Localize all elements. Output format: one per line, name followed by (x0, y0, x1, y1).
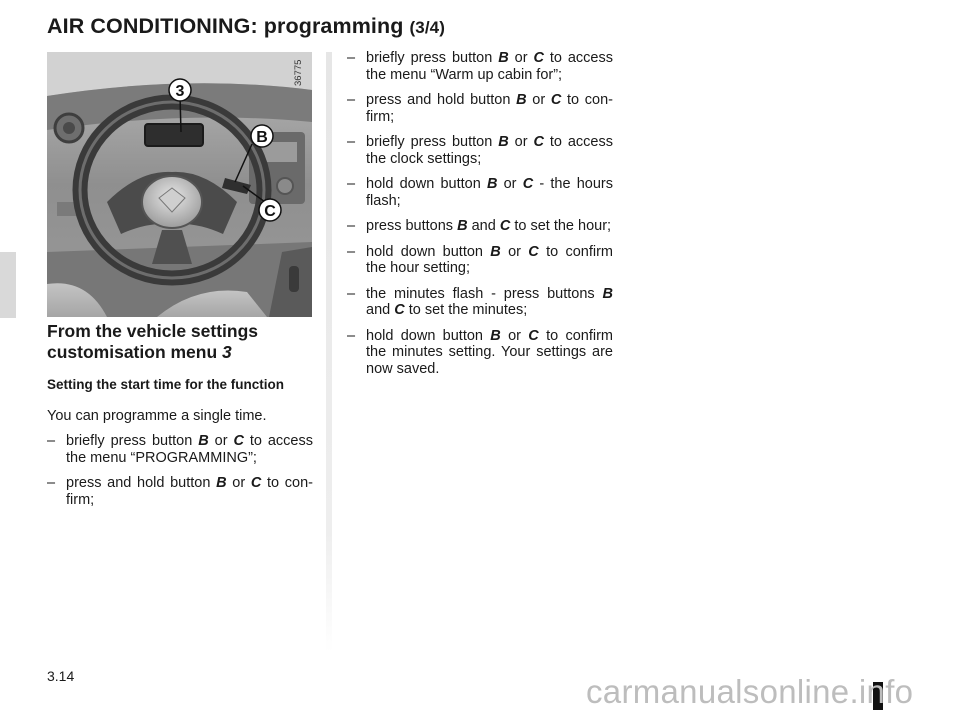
step-text: and (467, 218, 500, 234)
step-item (47, 475, 313, 508)
page-part: (3/4) (409, 18, 445, 37)
dashboard-photo (47, 52, 312, 317)
step-text: or (508, 134, 534, 150)
step-item (347, 244, 613, 277)
button-ref-c: C (533, 134, 544, 150)
step-dash: – (347, 134, 356, 150)
step-text: press buttons (366, 218, 458, 234)
step-text: or (500, 243, 529, 260)
step-text: or (508, 50, 534, 66)
step-text: or (526, 92, 551, 108)
button-ref-c: C (528, 243, 539, 260)
step-text: to access the clock settings; (366, 134, 614, 167)
button-ref-c: C (522, 176, 534, 192)
step-dash: – (47, 475, 56, 491)
button-ref-b: B (198, 433, 209, 449)
button-ref-b: B (486, 176, 498, 192)
step-item (347, 134, 613, 167)
step-item (347, 50, 613, 83)
step-text: hold down button (366, 243, 491, 260)
section-heading-text: From the vehicle settings customisation menu (47, 321, 259, 362)
step-text: to confirm the minutes setting. Your settings are now saved. (366, 327, 613, 377)
callout-b-label: B (256, 129, 268, 146)
step-dash: – (347, 327, 356, 344)
button-ref-c: C (250, 475, 262, 491)
page-title-text: AIR CONDITIONING: programming (47, 14, 404, 38)
step-item (347, 286, 613, 319)
section-heading-number: 3 (222, 342, 232, 362)
callout-3-label: 3 (175, 83, 185, 100)
button-ref-c: C (394, 302, 405, 318)
step-text: to con-firm; (366, 92, 614, 125)
step-dash: – (47, 433, 56, 449)
step-dash: – (347, 285, 356, 302)
step-text: briefly press button (366, 134, 499, 150)
step-text: the minutes flash - press buttons (366, 285, 603, 302)
button-ref-b: B (490, 243, 501, 260)
button-ref-b: B (490, 327, 501, 344)
page-number: 3.14 (47, 668, 75, 684)
button-ref-b: B (498, 134, 509, 150)
chapter-tab (0, 252, 16, 318)
watermark-text: carmanualsonline.info (586, 673, 914, 710)
step-text: press and hold button (66, 475, 217, 491)
step-dash: – (347, 50, 356, 66)
step-text: to set the minutes; (404, 302, 528, 318)
step-text: to set the hour; (510, 218, 612, 234)
step-dash: – (347, 176, 356, 192)
step-text: press and hold button (366, 92, 517, 108)
subheading: Setting the start time for the function (47, 377, 285, 392)
step-item (347, 92, 613, 125)
step-item (47, 433, 313, 466)
step-text: to access the menu “Warm up cabin for”; (366, 50, 614, 83)
left-step-list (47, 433, 313, 517)
button-ref-c: C (528, 327, 539, 344)
button-ref-b: B (216, 475, 227, 491)
step-text: or (226, 475, 251, 491)
step-text: and (366, 302, 395, 318)
button-ref-c: C (533, 50, 544, 66)
step-text: briefly press button (366, 50, 499, 66)
callout-b (251, 125, 273, 147)
step-item (347, 176, 613, 209)
step-item (347, 328, 613, 378)
button-ref-c: C (499, 218, 511, 234)
callout-c-label: C (264, 203, 276, 220)
step-text: hold down button (366, 327, 491, 344)
column-divider (326, 52, 332, 652)
button-ref-c: C (550, 92, 562, 108)
figure-ref-code: 36775 (293, 59, 304, 86)
callout-c (259, 199, 281, 221)
step-dash: – (347, 92, 356, 108)
section-heading (47, 321, 322, 363)
step-text: to con-firm; (66, 475, 314, 508)
button-ref-c: C (233, 433, 244, 449)
step-text: to access the menu “PROGRAMMING”; (66, 433, 314, 466)
step-text: - the hours flash; (366, 176, 613, 209)
button-ref-b: B (457, 218, 468, 234)
step-text: hold down button (366, 176, 487, 192)
step-text: or (208, 433, 234, 449)
intro-text: You can programme a single time. (47, 408, 267, 424)
step-text: or (500, 327, 529, 344)
right-step-list (347, 50, 613, 386)
step-dash: – (347, 243, 356, 260)
step-text: briefly press button (66, 433, 199, 449)
page-title (47, 14, 445, 39)
button-ref-b: B (602, 285, 613, 302)
step-dash: – (347, 218, 356, 234)
step-item (347, 218, 613, 235)
button-ref-b: B (516, 92, 527, 108)
callout-3 (169, 79, 191, 101)
step-text: or (497, 176, 523, 192)
button-ref-b: B (498, 50, 509, 66)
step-text: to confirm the hour setting; (366, 243, 613, 276)
